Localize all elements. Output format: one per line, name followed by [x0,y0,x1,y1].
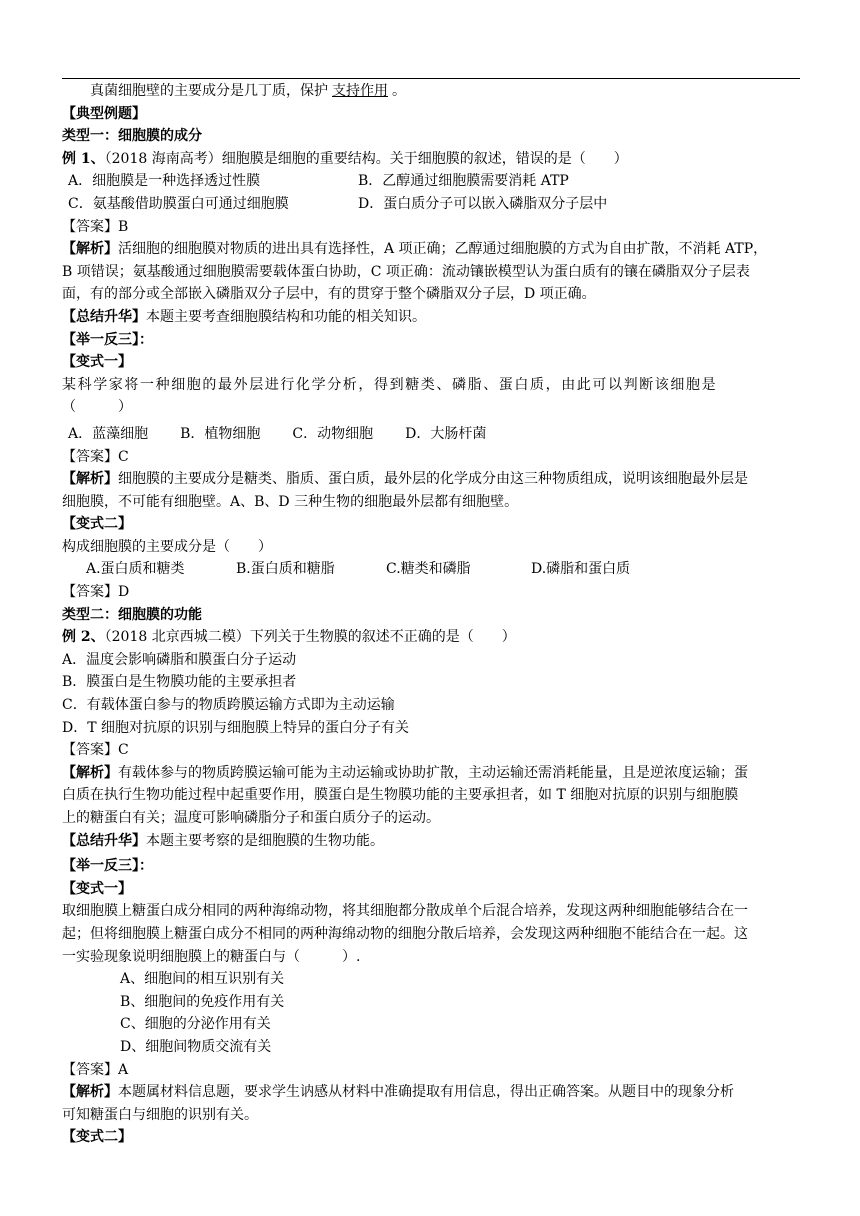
type2-heading: 类型二：细胞膜的功能 [62,606,202,623]
example2-summary: 【总结升华】本题主要考察的是细胞膜的生物功能。 [62,832,384,849]
type1-heading: 类型一：细胞膜的成分 [62,128,202,145]
type2-variant1-analysis: 【解析】本题属材料信息题，要求学生讷感从材料中准确提取有用信息，得出正确答案。从题目中的现象分析 可知糖蛋白与细胞的识别有关。 [62,1084,734,1123]
type1-variant1-option-c: C．动物细胞 [292,425,374,442]
type2-variant2-label: 【变式二】 [62,1129,132,1146]
type1-practice-heading: 【举一反三】： [62,331,153,348]
type1-variant1-answer: 【答案】C [62,448,129,465]
type1-variant2-option-d: D.磷脂和蛋白质 [531,561,631,578]
example1-option-a: A．细胞膜是一种选择透过性膜 [68,173,261,190]
type2-variant1-label: 【变式一】 [62,880,132,897]
document-body [62,80,800,1149]
type2-variant1-option-c: C、细胞的分泌作用有关 [120,1016,271,1033]
type1-variant2-answer: 【答案】D [62,584,130,601]
type2-variant1-option-b: B、细胞间的免疫作用有关 [120,993,285,1010]
type1-variant1-option-b: B．植物细胞 [180,425,261,442]
type1-variant1-label: 【变式一】 [62,354,132,371]
example2-answer: 【答案】C [62,742,129,759]
type2-variant1-option-a: A、细胞间的相互识别有关 [120,971,285,988]
type2-variant1-answer: 【答案】A [62,1061,129,1078]
example2-option-c: C．有载体蛋白参与的物质跨膜运输方式即为主动运输 [62,697,395,714]
type1-variant2-options [62,558,800,581]
type1-variant1-option-d: D．大肠杆菌 [405,425,487,442]
section-heading: 【典型例题】 [62,105,146,122]
example1-options-row2 [62,193,800,216]
type1-variant1-option-a: A．蓝藻细胞 [68,425,149,442]
type1-variant2-question: 构成细胞膜的主要成分是（ ） [62,538,272,555]
underlined-answer: 支持作用 [332,83,388,99]
type1-variant1-analysis: 【解析】细胞膜的主要成分是糖类、脂质、蛋白质，最外层的化学成分由这三种物质组成，说明该细胞最外层是 细胞膜，不可能有细胞壁。A、B、D 三种生物的细胞最外层都有细胞壁。 [62,471,748,510]
example2-analysis: 【解析】有载体参与的物质跨膜运输可能为主动运输或协助扩散，主动运输还需消耗能量，且是逆浓度运输；蛋 白质在执行生物功能过程中起重要作用，膜蛋白是生物膜功能的主要承担者，如 T 细胞对抗原的识别与细胞膜 上的糖蛋白有关；温度可影响磷脂分子和蛋白质分子的运动。 [62,764,748,826]
example2-option-b: B．膜蛋白是生物膜功能的主要承担者 [62,674,297,691]
example2-question: 例 2、（2018 北京西城二模）下列关于生物膜的叙述不正确的是（ ） [62,629,516,646]
type1-variant2-option-c: C.糖类和磷脂 [386,561,471,578]
example1-answer: 【答案】B [62,218,129,235]
type1-variant1-question-2: （ ） [62,399,132,416]
example1-option-b: B．乙醇通过细胞膜需要消耗 ATP [358,173,569,190]
example1-option-d: D．蛋白质分子可以嵌入磷脂双分子层中 [358,195,608,212]
type1-variant2-option-a: A.蛋白质和糖类 [86,561,185,578]
type1-variant1-options [62,423,800,446]
example2-option-d: D．T 细胞对抗原的识别与细胞膜上特异的蛋白分子有关 [62,719,410,736]
example2-option-a: A．温度会影响磷脂和膜蛋白分子运动 [62,651,297,668]
header-rule [62,78,800,79]
example1-option-c: C．氨基酸借助膜蛋白可通过细胞膜 [68,195,289,212]
example1-options-row1 [62,170,800,193]
example1-question: 例 1、（2018 海南高考）细胞膜是细胞的重要结构。关于细胞膜的叙述，错误的是（ ） [62,150,628,167]
example1-summary: 【总结升华】本题主要考查细胞膜结构和功能的相关知识。 [62,308,426,325]
type1-variant2-label: 【变式二】 [62,516,132,533]
type1-variant1-question-1: 某科学家将一种细胞的最外层进行化学分析，得到糖类、磷脂、蛋白质，由此可以判断该细胞是 [62,376,718,393]
type2-variant1-question: 取细胞膜上糖蛋白成分相同的两种海绵动物，将其细胞都分散成单个后混合培养，发现这两种细胞能够结合在一 起；但将细胞膜上糖蛋白成分不相同的两种海绵动物的细胞分散后培养，会发现这两种细胞不能结合在一起。这 一实验现象说明细胞膜上的糖蛋白与（ ）. [62,903,748,965]
type2-variant1-option-d: D、细胞间物质交流有关 [120,1038,272,1055]
type2-practice-heading: 【举一反三】： [62,858,153,875]
example1-analysis: 【解析】活细胞的细胞膜对物质的进出具有选择性，A 项正确；乙醇通过细胞膜的方式为自由扩散，不消耗 ATP， B 项错误；氨基酸通过细胞膜需要载体蛋白协助，C 项正确：流动镶嵌模型认为蛋白质有的镶在磷脂双分子层表 面，有的部分或全部嵌入磷脂双分子层中，有的贯穿于整个磷脂双分子层，D 项正确。 [62,241,768,303]
type1-variant2-option-b: B.蛋白质和糖脂 [236,561,335,578]
intro-line: 真菌细胞壁的主要成分是几丁质，保护 支持作用 。 [90,83,406,99]
